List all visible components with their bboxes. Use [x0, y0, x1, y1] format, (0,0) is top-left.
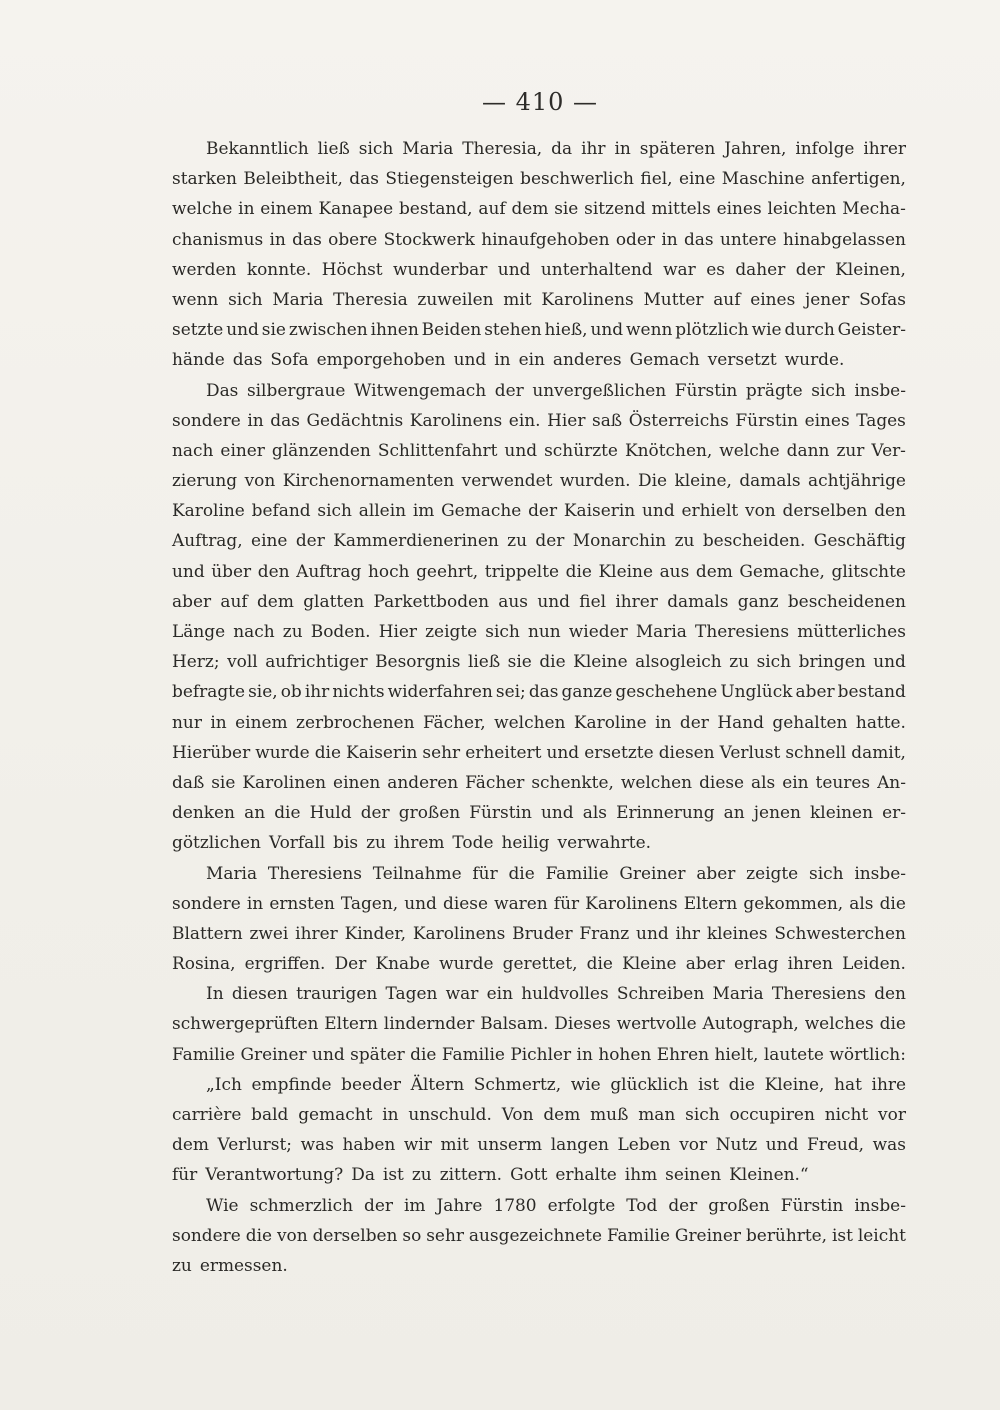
text-line: carrière bald gemacht in unschuld. Von dem muß man sich occupiren nicht vor — [172, 1104, 906, 1124]
text-line: sondere in ernsten Tagen, und diese waren für Karolinens Eltern gekommen, als die — [172, 892, 906, 913]
text-line: sondere die von derselben so sehr ausgezeichnete Familie Greiner berührte, ist leicht — [172, 1224, 906, 1245]
paragraph — [172, 1190, 906, 1281]
text-line: schwergeprüften Eltern lindernder Balsam. Dieses wertvolle Autograph, welches die — [172, 1013, 906, 1034]
text-line: sondere in das Gedächtnis Karolinens ein. Hier saß Österreichs Fürstin eines Tages — [172, 409, 906, 430]
text-line: für Verantwortung? Da ist zu zittern. Gott erhalte ihm seinen Kleinen.“ — [172, 1164, 809, 1185]
text-line: Maria Theresiens Teilnahme für die Familie Greiner aber zeigte sich insbe- — [206, 862, 906, 883]
text-line: Familie Greiner und später die Familie Pichler in hohen Ehren hielt, lautete wörtlich: — [172, 1043, 906, 1064]
text-line: „Ich empfinde beeder Ältern Schmertz, wie glücklich ist die Kleine, hat ihre — [206, 1073, 906, 1094]
text-line: setzte und sie zwischen ihnen Beiden stehen hieß, und wenn plötzlich wie durch Geister- — [172, 319, 906, 340]
paragraph — [172, 133, 906, 375]
text-line: Wie schmerzlich der im Jahre 1780 erfolgte Tod der großen Fürstin insbe- — [206, 1194, 906, 1215]
text-line: Herz; voll aufrichtiger Besorgnis ließ sie die Kleine alsogleich zu sich bringen und — [172, 651, 906, 672]
paragraph — [172, 375, 906, 858]
text-line: Länge nach zu Boden. Hier zeigte sich nun wieder Maria Theresiens mütterliches — [172, 621, 906, 641]
text-line: wenn sich Maria Theresia zuweilen mit Karolinens Mutter auf eines jener Sofas — [172, 288, 906, 309]
body-text — [172, 133, 906, 1280]
page-number: — 410 — — [481, 88, 599, 116]
text-line: götzlichen Vorfall bis zu ihrem Tode heilig verwahrte. — [172, 832, 652, 853]
text-line: chanismus in das obere Stockwerk hinaufgehoben oder in das untere hinabgelassen — [172, 228, 906, 249]
text-line: zierung von Kirchenornamenten verwendet wurden. Die kleine, damals achtjährige — [172, 470, 906, 491]
text-line: Blattern zwei ihrer Kinder, Karolinens Bruder Franz und ihr kleines Schwesterchen — [172, 922, 906, 943]
text-line: nach einer glänzenden Schlittenfahrt und schürzte Knötchen, welche dann zur Ver- — [172, 439, 906, 460]
text-line: denken an die Huld der großen Fürstin und als Erinnerung an jenen kleinen er- — [172, 802, 906, 823]
text-line: Bekanntlich ließ sich Maria Theresia, da ihr in späteren Jahren, infolge ihrer — [206, 138, 906, 158]
text-line: starken Beleibtheit, das Stiegensteigen beschwerlich fiel, eine Maschine anfertigen, — [172, 168, 906, 189]
text-line: werden konnte. Höchst wunderbar und unterhaltend war es daher der Kleinen, — [172, 258, 906, 279]
text-line: daß sie Karolinen einen anderen Fächer schenkte, welchen diese als ein teures An- — [172, 771, 906, 792]
text-line: Hierüber wurde die Kaiserin sehr erheitert und ersetzte diesen Verlust schnell damit, — [172, 741, 906, 762]
paragraph — [172, 978, 906, 1189]
text-line: Karoline befand sich allein im Gemache der Kaiserin und erhielt von derselben den — [172, 500, 906, 521]
text-line: hände das Sofa emporgehoben und in ein anderes Gemach versetzt wurde. — [172, 349, 845, 370]
text-line: nur in einem zerbrochenen Fächer, welchen Karoline in der Hand gehalten hatte. — [172, 711, 906, 732]
text-line: und über den Auftrag hoch geehrt, trippelte die Kleine aus dem Gemache, glitschte — [172, 560, 906, 581]
text-line: zu ermessen. — [172, 1254, 288, 1275]
text-line: dem Verlurst; was haben wir mit unserm langen Leben vor Nutz und Freud, was — [172, 1134, 906, 1155]
text-line: Rosina, ergriffen. Der Knabe wurde gerettet, die Kleine aber erlag ihren Leiden. — [172, 953, 906, 974]
text-line: befragte sie, ob ihr nichts widerfahren sei; das ganze geschehene Unglück aber bestand — [172, 681, 906, 702]
text-line: Das silbergraue Witwengemach der unvergeßlichen Fürstin prägte sich insbe- — [206, 379, 906, 400]
text-line: welche in einem Kanapee bestand, auf dem sie sitzend mittels eines leichten Mecha- — [172, 198, 906, 219]
text-line: In diesen traurigen Tagen war ein huldvolles Schreiben Maria Theresiens den — [206, 983, 906, 1004]
text-line: Auftrag, eine der Kammerdienerinen zu der Monarchin zu bescheiden. Geschäftig — [172, 530, 906, 551]
paragraph — [172, 858, 906, 979]
text-line: aber auf dem glatten Parkettboden aus und fiel ihrer damals ganz bescheidenen — [172, 590, 906, 611]
